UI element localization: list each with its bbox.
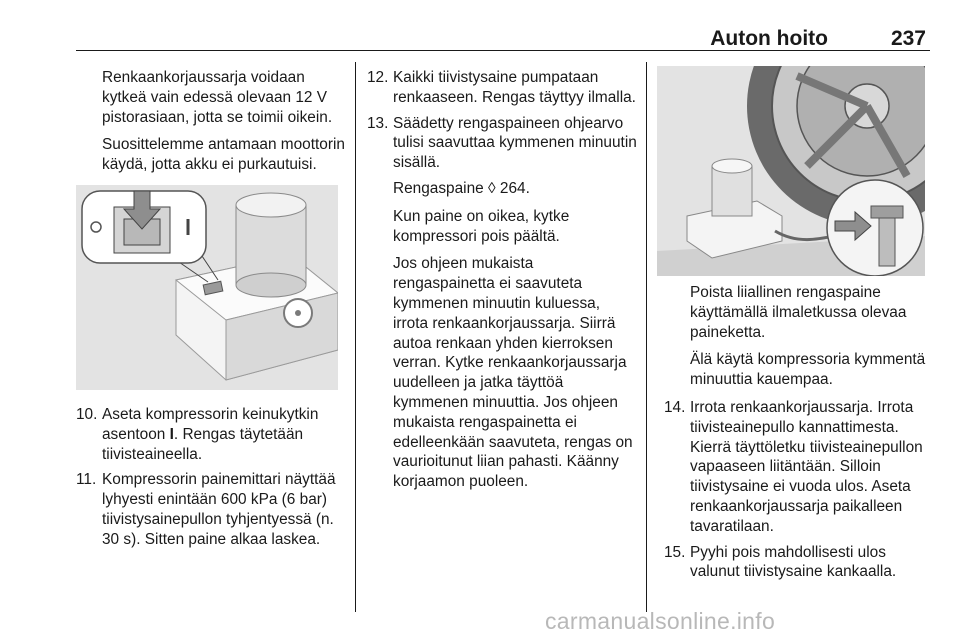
step-number: 12. (367, 69, 389, 86)
reference-text: Rengaspaine (393, 179, 484, 197)
step-12 (367, 68, 639, 108)
section-title: Auton hoito (710, 27, 828, 50)
step-14 (664, 398, 928, 537)
paragraph-pressure-fail: Jos ohjeen mukaista rengaspainetta ei saavuteta kymmenen minuutin kuluessa, irrota renkaankorjaussarja. Siirrä autoa renkaan yhden kierroksen verran. Kytke renkaankorjaussarja uudelleen ja jatka täyttöä kymmenen minuuttia. Jos ohjeen mukaista rengaspainetta ei edelleenkään saavuteta, rengas on vaurioitunut liian pahasti. Käänny korjaamon puoleen. (393, 255, 633, 491)
step-15 (664, 543, 928, 583)
step-10 (76, 405, 348, 464)
step-text: Irrota renkaankorjaussarja. Irrota tiivisteainepullo kannattimesta. Kierrä täyttöletku tiivisteainepullon vapaaseen liitäntään. Silloin tiivistysaine ei vuoda ulos. Aseta renkaankorjaussarja paikalleen tavaratilaan. (690, 398, 923, 535)
step-number: 14. (664, 398, 686, 416)
paragraph-socket-note: Renkaankorjaussarja voidaan kytkeä vain edessä olevaan 12 V pistorasiaan, jotta se toimii oikein. (102, 69, 333, 126)
watermark: carmanualsonline.info (545, 608, 776, 634)
reference-page[interactable]: 264. (499, 179, 530, 197)
paragraph-engine-note: Suosittelemme antamaan moottorin käydä, jotta akku ei purkautuisi. (102, 136, 345, 174)
left-column (76, 68, 348, 183)
step-number: 10. (76, 406, 98, 423)
reference-tire-pressure (367, 179, 639, 199)
step-13 (367, 114, 639, 173)
paragraph-release-pressure: Poista liiallinen rengaspaine käyttämällä ilmaletkussa olevaa paineketta. (690, 284, 907, 341)
page-header (76, 0, 930, 51)
switch-position-label: I (169, 425, 174, 443)
step-text: Kompressorin painemittari näyttää lyhyesti enintään 600 kPa (6 bar) tiivistysainepullon tyhjentyessä (n. 30 s). Sitten paine alkaa laskea. (102, 471, 336, 548)
step-11 (76, 470, 348, 549)
step-text: Kaikki tiivistysaine pumpataan renkaaseen. Rengas täyttyy ilmalla. (393, 69, 636, 106)
column-divider-right (646, 62, 647, 612)
step-text-end: . Rengas täytetään tiivisteaineella. (102, 425, 304, 463)
right-column (664, 283, 928, 588)
middle-column (367, 68, 639, 500)
step-number: 11. (76, 471, 97, 489)
left-steps (76, 405, 348, 556)
paragraph-compressor-limit: Älä käytä kompressoria kymmentä minuuttia kauempaa. (690, 351, 926, 389)
step-text: Pyyhi pois mahdollisesti ulos valunut tiivistysaine kankaalla. (690, 543, 897, 581)
step-number: 13. (367, 114, 389, 132)
paragraph-pressure-ok: Kun paine on oikea, kytke kompressori pois päältä. (393, 207, 570, 245)
page-reference-icon: ◊ (488, 179, 496, 197)
tyre-inflation-illustration (657, 66, 925, 276)
page-number: 237 (890, 27, 926, 50)
column-divider-left (355, 62, 356, 612)
step-text: Säädetty rengaspaineen ohjearvo tulisi saavuttaa kymmenen minuutin sisällä. (393, 114, 637, 172)
step-text: Aseta kompressorin keinukytkin asentoon (102, 406, 319, 443)
compressor-switch-illustration (76, 185, 338, 390)
step-number: 15. (664, 543, 686, 561)
